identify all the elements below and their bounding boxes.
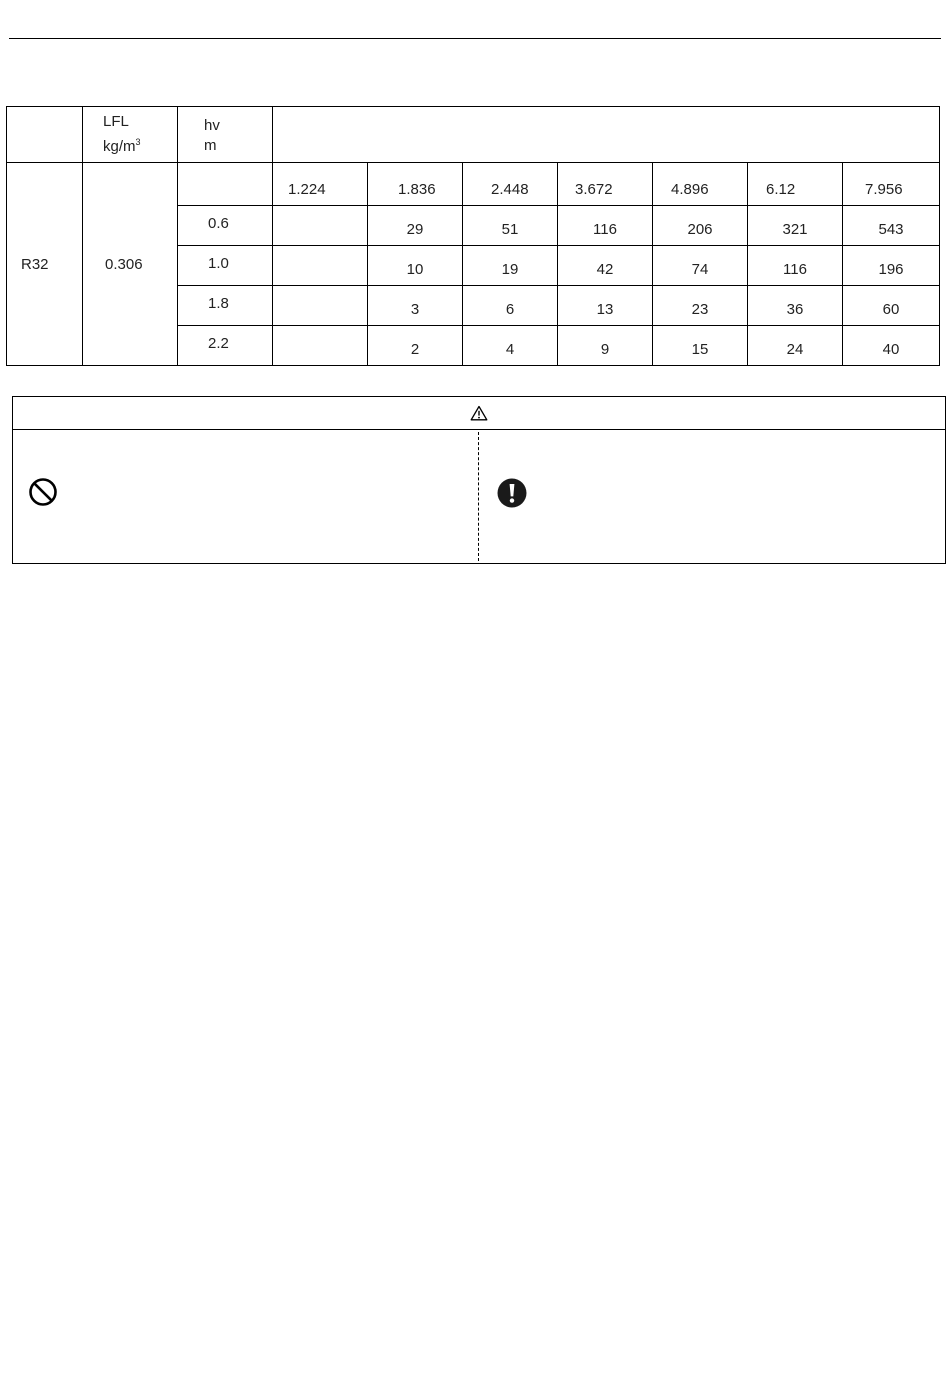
area-value-cell: 40	[843, 326, 940, 366]
area-value-cell: 116	[748, 246, 843, 286]
area-value-cell: 42	[558, 246, 653, 286]
hv-value-cell: 0.6	[178, 206, 273, 246]
hv-value-cell: 2.2	[178, 326, 273, 366]
area-value-cell: 9	[558, 326, 653, 366]
area-value-cell: 4	[463, 326, 558, 366]
prohibited-icon	[28, 477, 58, 507]
area-value-cell: 74	[653, 246, 748, 286]
charge-row-blank-cell	[178, 163, 273, 206]
area-value-cell	[273, 246, 368, 286]
area-value-cell: 2	[368, 326, 463, 366]
area-value-cell: 13	[558, 286, 653, 326]
refrigerant-charge-table	[6, 106, 940, 366]
area-value-cell: 15	[653, 326, 748, 366]
hv-header-cell	[178, 107, 273, 163]
area-value-cell	[273, 286, 368, 326]
charge-header-cell	[273, 107, 940, 163]
charge-amount-cell: 7.956	[843, 163, 940, 206]
area-value-cell: 196	[843, 246, 940, 286]
hv-value-cell: 1.0	[178, 246, 273, 286]
hv-value-cell: 1.8	[178, 286, 273, 326]
lfl-unit: kg/m	[103, 138, 136, 155]
area-value-cell: 116	[558, 206, 653, 246]
warning-header	[13, 397, 945, 430]
area-value-cell: 6	[463, 286, 558, 326]
header-blank-cell	[7, 107, 83, 163]
area-value-cell: 23	[653, 286, 748, 326]
charge-amount-cell: 2.448	[463, 163, 558, 206]
lfl-label: LFL	[103, 113, 129, 130]
charge-amount-cell: 3.672	[558, 163, 653, 206]
area-value-cell: 10	[368, 246, 463, 286]
area-value-cell: 24	[748, 326, 843, 366]
area-value-cell: 543	[843, 206, 940, 246]
charge-amount-cell: 1.836	[368, 163, 463, 206]
warning-triangle-icon	[470, 405, 488, 421]
charge-amount-cell: 1.224	[273, 163, 368, 206]
lfl-unit-superscript: 3	[135, 137, 141, 147]
warning-box	[12, 396, 946, 564]
hv-unit: m	[204, 137, 217, 154]
lfl-value-cell: 0.306	[83, 163, 178, 366]
charge-amount-row	[7, 163, 940, 206]
hv-label: hv	[204, 117, 220, 134]
area-value-cell: 19	[463, 246, 558, 286]
warning-body	[13, 430, 945, 563]
table-header-row	[7, 107, 940, 163]
area-value-cell: 51	[463, 206, 558, 246]
area-value-cell	[273, 326, 368, 366]
area-value-cell: 29	[368, 206, 463, 246]
charge-amount-cell: 6.12	[748, 163, 843, 206]
mandatory-exclamation-icon	[497, 478, 527, 508]
refrigerant-cell: R32	[7, 163, 83, 366]
area-value-cell: 321	[748, 206, 843, 246]
area-value-cell: 36	[748, 286, 843, 326]
charge-amount-cell: 4.896	[653, 163, 748, 206]
area-value-cell	[273, 206, 368, 246]
column-divider	[478, 432, 479, 561]
area-value-cell: 60	[843, 286, 940, 326]
area-value-cell: 206	[653, 206, 748, 246]
area-value-cell: 3	[368, 286, 463, 326]
top-rule	[9, 38, 941, 39]
lfl-header-cell	[83, 107, 178, 163]
